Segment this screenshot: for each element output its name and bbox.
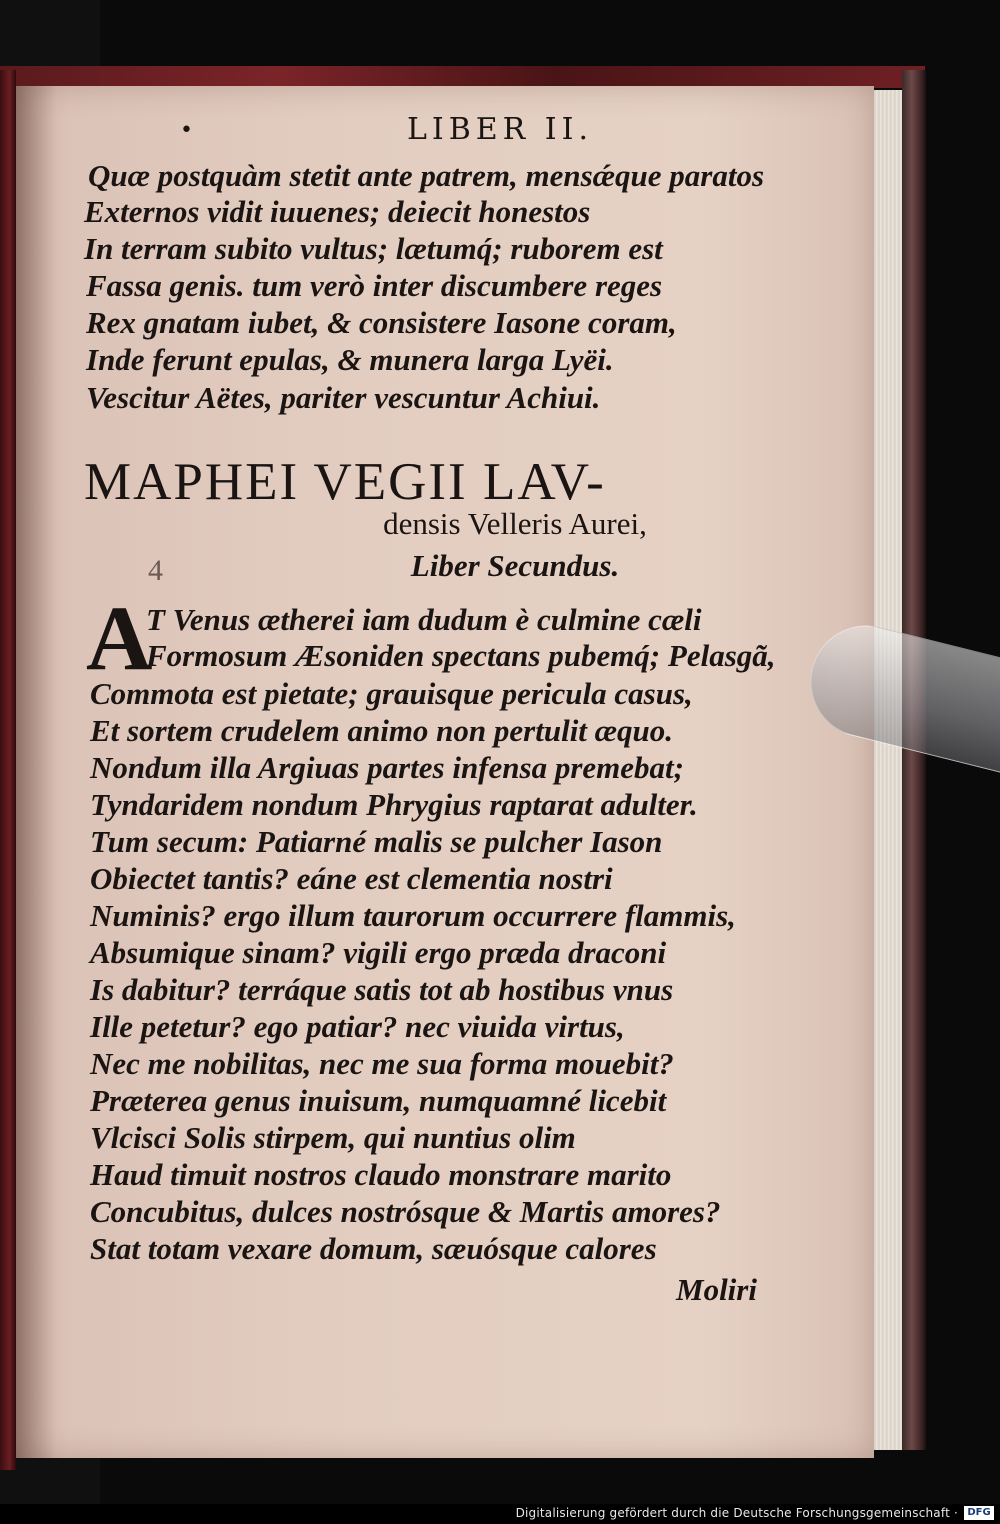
page-dot: • bbox=[180, 118, 193, 143]
verse-line: Quæ postquàm stetit ante patrem, mensǽque paratos bbox=[88, 158, 765, 193]
funding-credit: Digitalisierung gefördert durch die Deutsche Forschungsgemeinschaft · bbox=[515, 1506, 958, 1520]
book-cover-top bbox=[0, 66, 925, 88]
book-cover-left bbox=[0, 70, 16, 1470]
verse-line: In terram subito vultus; lætumq́; ruborem est bbox=[84, 231, 663, 266]
dfg-logo: DFG bbox=[964, 1506, 994, 1520]
work-title: MAPHEI VEGII LAV- bbox=[84, 453, 606, 511]
catchword: Moliri bbox=[676, 1272, 757, 1307]
book-label: Liber Secundus. bbox=[410, 548, 620, 583]
book-cover-right bbox=[902, 70, 926, 1450]
verse-line: Formosum Æsoniden spectans pubemq́; Pelasgã, bbox=[146, 638, 776, 673]
gutter-shadow bbox=[16, 86, 56, 1458]
verse-line: Externos vidit iuuenes; deiecit honestos bbox=[84, 194, 591, 229]
verse-line: Vlcisci Solis stirpem, qui nuntius olim bbox=[90, 1120, 576, 1155]
verse-line: Is dabitur? terráque satis tot ab hostibus vnus bbox=[90, 972, 674, 1007]
work-subtitle: densis Velleris Aurei, bbox=[383, 506, 647, 541]
drop-cap: A bbox=[86, 587, 153, 689]
verse-line: Nec me nobilitas, nec me sua forma mouebit? bbox=[90, 1046, 674, 1081]
verse-line: Tyndaridem nondum Phrygius raptarat adulter. bbox=[90, 787, 698, 822]
verse-line: T Venus ætherei iam dudum è culmine cæli bbox=[146, 602, 702, 637]
verse-line: Concubitus, dulces nostrósque & Martis amores? bbox=[90, 1194, 721, 1229]
verse-line: Inde ferunt epulas, & munera larga Lyëi. bbox=[86, 342, 614, 377]
verse-line: Obiectet tantis? eáne est clementia nostri bbox=[90, 861, 613, 896]
running-head: LIBER II. bbox=[406, 112, 594, 147]
verse-line: Haud timuit nostros claudo monstrare marito bbox=[90, 1157, 672, 1192]
verse-line: Stat totam vexare domum, sæuósque calores bbox=[90, 1231, 657, 1266]
verse-line: Et sortem crudelem animo non pertulit æquo. bbox=[90, 713, 674, 748]
verse-line: Fassa genis. tum verò inter discumbere reges bbox=[86, 268, 663, 303]
verse-line: Præterea genus inuisum, numquamné licebit bbox=[90, 1083, 667, 1118]
verse-line: Rex gnatam iubet, & consistere Iasone coram, bbox=[86, 305, 677, 340]
verse-line: Tum secum: Patiarné malis se pulcher Iason bbox=[90, 824, 663, 859]
verse-line: Ille petetur? ego patiar? nec viuida virtus, bbox=[90, 1009, 625, 1044]
verse-line: Vescitur Aëtes, pariter vescuntur Achiui. bbox=[86, 380, 601, 415]
verse-line: Nondum illa Argiuas partes infensa premebat; bbox=[90, 750, 684, 785]
verse-line: Absumique sinam? vigili ergo præda draconi bbox=[90, 935, 667, 970]
verse-line: Commota est pietate; grauisque pericula casus, bbox=[90, 676, 693, 711]
verse-line: Numinis? ergo illum taurorum occurrere flammis, bbox=[90, 898, 736, 933]
pencil-annotation: 4 bbox=[148, 554, 163, 587]
